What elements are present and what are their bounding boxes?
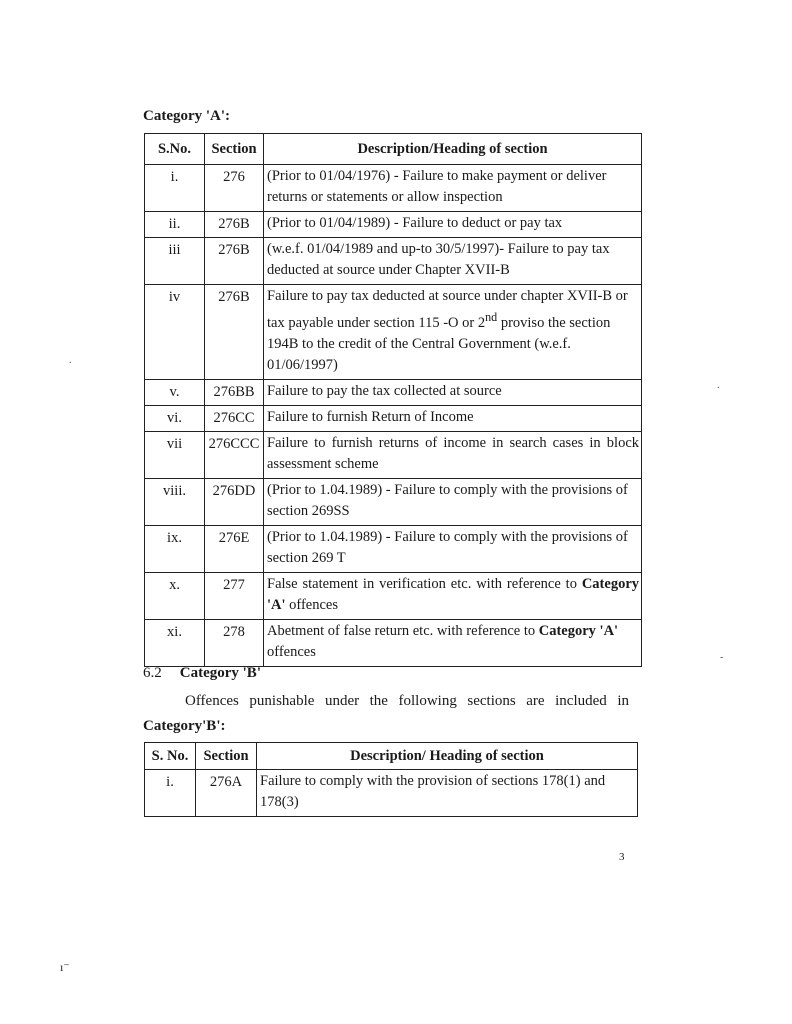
- table-row: [145, 238, 642, 285]
- description-text: Abetment of false return etc. with reference to: [267, 622, 539, 639]
- sno-cell: i.: [145, 165, 205, 212]
- ordinal-superscript: nd: [485, 310, 498, 324]
- sno-cell: ix.: [145, 525, 205, 572]
- sno-cell: ii.: [145, 212, 205, 238]
- sno-cell: vii: [145, 431, 205, 478]
- section-header: Section: [205, 134, 264, 165]
- sno-cell: iv: [145, 285, 205, 380]
- section-cell: 276CCC: [205, 431, 264, 478]
- intro-category-label: Category'B':: [143, 718, 226, 734]
- description-cell: (w.e.f. 01/04/1989 and up-to 30/5/1997)- Failure to pay tax deducted at source under Chapter XVII-B: [264, 238, 642, 285]
- section-cell: 277: [205, 572, 264, 619]
- description-cell: Failure to comply with the provision of sections 178(1) and 178(3): [257, 770, 638, 817]
- sno-header: S.No.: [145, 134, 205, 165]
- description-text: False statement in verification etc. with reference to: [267, 575, 582, 592]
- sno-cell: xi.: [145, 619, 205, 666]
- section-6-2-heading: [143, 665, 261, 682]
- scan-speck: .: [69, 355, 72, 366]
- table-header-row: [145, 743, 638, 770]
- description-text: offences: [267, 643, 316, 660]
- section-number: 6.2: [143, 665, 162, 681]
- table-row: [145, 165, 642, 212]
- category-b-intro: [143, 689, 629, 739]
- section-cell: 278: [205, 619, 264, 666]
- scan-speck: -: [720, 652, 724, 663]
- section-cell: 276E: [205, 525, 264, 572]
- description-header: Description/ Heading of section: [257, 743, 638, 770]
- description-cell: (Prior to 01/04/1976) - Failure to make payment or deliver returns or statements or allow inspection: [264, 165, 642, 212]
- description-text: Failure to pay tax deducted at source under chapter XVII-B or tax payable under section 115 -O or 2: [267, 288, 628, 331]
- description-cell: [264, 572, 642, 619]
- description-header: Description/Heading of section: [264, 134, 642, 165]
- description-cell: (Prior to 1.04.1989) - Failure to comply with the provisions of section 269 T: [264, 525, 642, 572]
- section-cell: 276: [205, 165, 264, 212]
- intro-text: Offences punishable under the following sections are included in: [185, 693, 629, 709]
- table-row: [145, 379, 642, 405]
- table-row: [145, 405, 642, 431]
- category-reference: Category 'A': [538, 622, 619, 639]
- sno-header: S. No.: [145, 743, 196, 770]
- section-header: Section: [196, 743, 257, 770]
- section-cell: 276DD: [205, 478, 264, 525]
- section-cell: 276CC: [205, 405, 264, 431]
- scan-speck: ı⁻: [60, 960, 70, 974]
- sno-cell: viii.: [145, 478, 205, 525]
- sno-cell: x.: [145, 572, 205, 619]
- section-cell: 276BB: [205, 379, 264, 405]
- table-row: [145, 525, 642, 572]
- category-a-heading: Category 'A':: [143, 108, 231, 124]
- table-row: [145, 285, 642, 380]
- description-cell: [264, 619, 642, 666]
- description-text: offences: [285, 596, 339, 613]
- table-header-row: [145, 134, 642, 165]
- category-a-table: [144, 133, 642, 667]
- sno-cell: i.: [145, 770, 196, 817]
- sno-cell: v.: [145, 379, 205, 405]
- section-cell: 276A: [196, 770, 257, 817]
- description-cell: Failure to furnish Return of Income: [264, 405, 642, 431]
- description-cell: (Prior to 01/04/1989) - Failure to deduct or pay tax: [264, 212, 642, 238]
- table-row: [145, 212, 642, 238]
- scan-speck: .: [717, 380, 720, 391]
- category-b-table: [144, 742, 638, 817]
- section-cell: 276B: [205, 238, 264, 285]
- sno-cell: iii: [145, 238, 205, 285]
- table-row: [145, 431, 642, 478]
- category-reference: Category 'A': [267, 575, 639, 613]
- description-cell: Failure to furnish returns of income in search cases in block assessment scheme: [264, 431, 642, 478]
- section-cell: 276B: [205, 212, 264, 238]
- description-cell: [264, 285, 642, 380]
- description-cell: (Prior to 1.04.1989) - Failure to comply with the provisions of section 269SS: [264, 478, 642, 525]
- sno-cell: vi.: [145, 405, 205, 431]
- table-row: [145, 572, 642, 619]
- table-row: [145, 770, 638, 817]
- section-title: Category 'B': [179, 665, 261, 681]
- description-text: proviso the section 194B to the credit of the Central Government (w.e.f. 01/06/1997): [267, 314, 611, 373]
- table-row: [145, 619, 642, 666]
- table-row: [145, 478, 642, 525]
- description-cell: Failure to pay the tax collected at source: [264, 379, 642, 405]
- page-number: 3: [619, 851, 625, 863]
- section-cell: 276B: [205, 285, 264, 380]
